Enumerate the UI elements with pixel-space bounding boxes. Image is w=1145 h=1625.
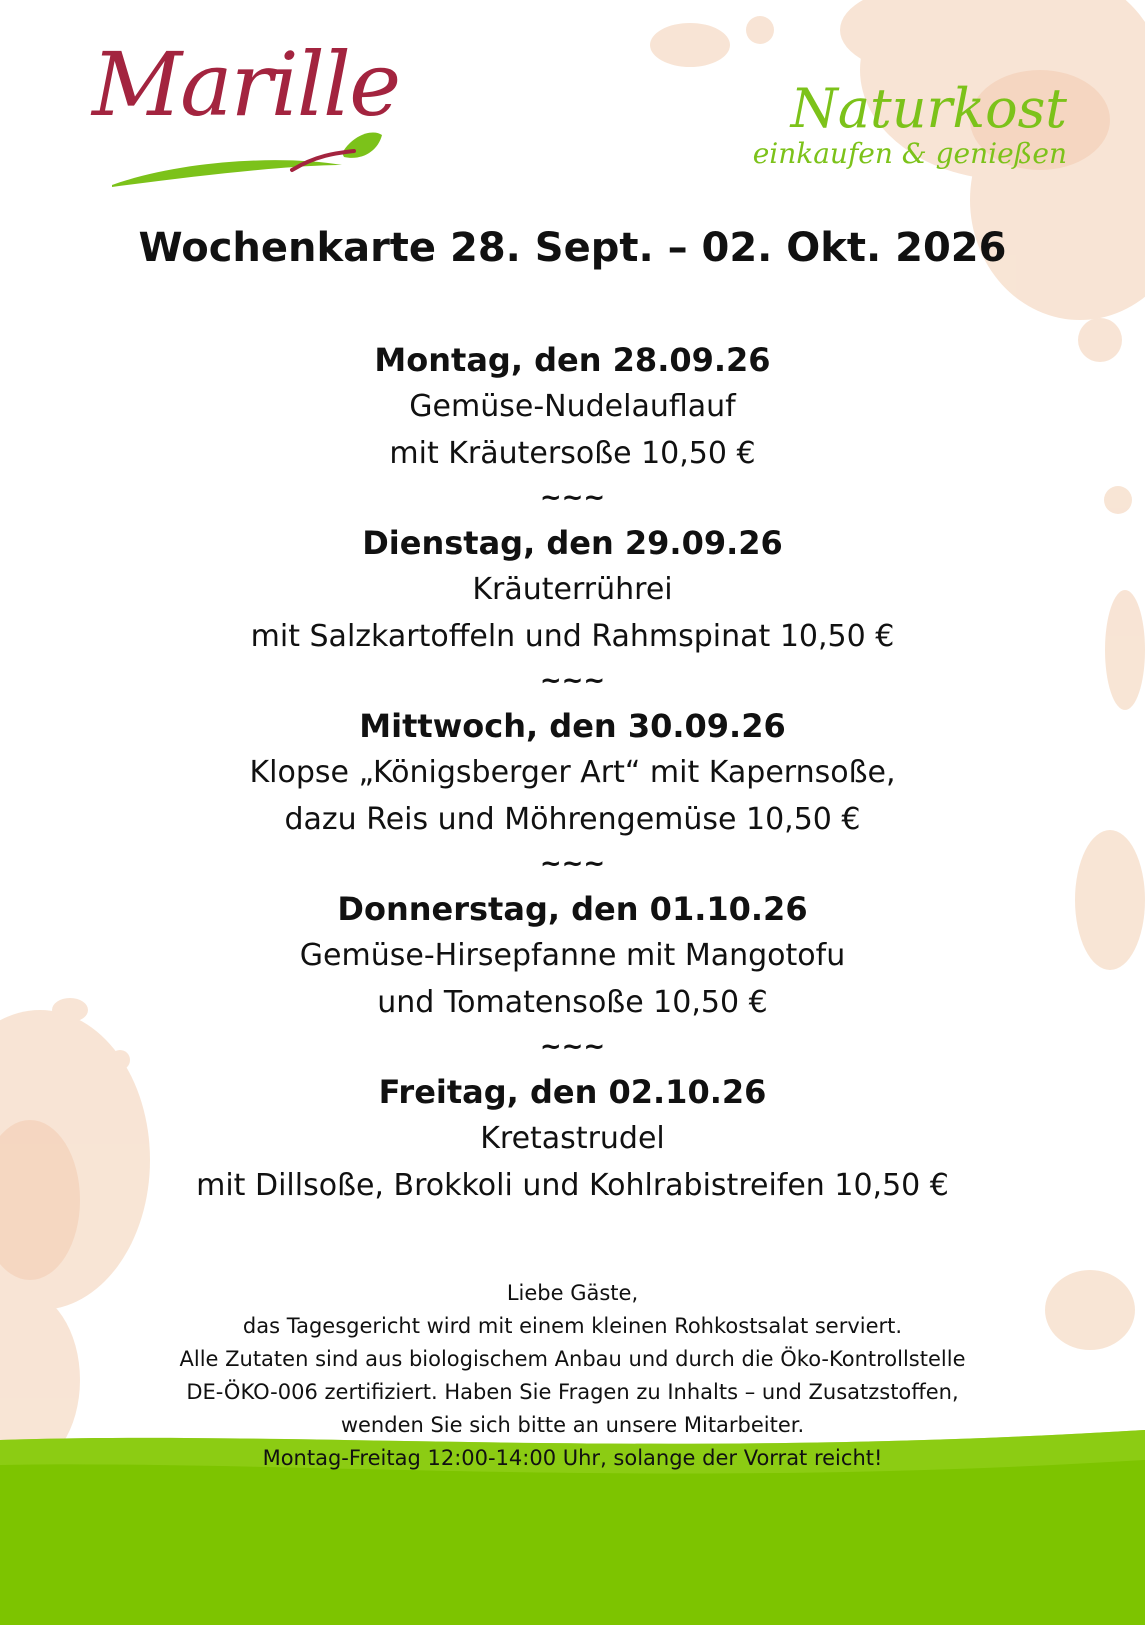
dish-line: mit Dillsoße, Brokkoli und Kohlrabistreifen 10,50 €: [196, 1168, 949, 1203]
weekly-menu: [0, 337, 1145, 1209]
logo-swoosh: [92, 125, 392, 195]
brand-title: Naturkost: [790, 77, 1067, 140]
day-heading: Donnerstag, den 01.10.26: [337, 890, 808, 928]
notice-line: wenden Sie sich bitte an unsere Mitarbeiter.: [340, 1413, 805, 1437]
notice-line: Montag-Freitag 12:00-14:00 Uhr, solange der Vorrat reicht!: [262, 1446, 883, 1470]
logo-text: Marille: [92, 33, 400, 136]
page-title: Wochenkarte 28. Sept. – 02. Okt. 2026: [138, 225, 1007, 271]
marille-logo: [92, 30, 400, 170]
menu-day-monday: [0, 337, 1145, 477]
separator: ~~~: [539, 666, 606, 696]
guest-notice: [0, 1277, 1145, 1475]
day-heading: Dienstag, den 29.09.26: [362, 524, 783, 562]
day-heading: Mittwoch, den 30.09.26: [359, 707, 786, 745]
dish-line: dazu Reis und Möhrengemüse 10,50 €: [284, 802, 861, 837]
day-heading: Freitag, den 02.10.26: [378, 1073, 767, 1111]
day-heading: Montag, den 28.09.26: [374, 341, 771, 379]
dish-line: Gemüse-Hirsepfanne mit Mangotofu: [299, 938, 846, 973]
brand-subtitle: einkaufen & genießen: [752, 137, 1067, 170]
notice-line: das Tagesgericht wird mit einem kleinen Rohkostsalat serviert.: [242, 1314, 903, 1338]
dish-line: Kräuterrührei: [472, 572, 673, 607]
menu-day-friday: [0, 1069, 1145, 1209]
notice-line: DE-ÖKO-006 zertifiziert. Haben Sie Fragen zu Inhalts – und Zusatzstoffen,: [186, 1380, 959, 1404]
menu-day-tuesday: [0, 520, 1145, 660]
menu-day-wednesday: [0, 703, 1145, 843]
dish-line: Gemüse-Nudelauflauf: [409, 389, 736, 424]
notice-line: Alle Zutaten sind aus biologischem Anbau und durch die Öko-Kontrollstelle: [179, 1347, 966, 1371]
dish-line: und Tomatensoße 10,50 €: [377, 985, 768, 1020]
dish-line: Kretastrudel: [480, 1121, 665, 1156]
brand-block: [753, 78, 1067, 172]
menu-day-thursday: [0, 886, 1145, 1026]
separator: ~~~: [539, 849, 606, 879]
separator: ~~~: [539, 483, 606, 513]
dish-line: mit Kräutersoße 10,50 €: [389, 436, 756, 471]
separator: ~~~: [539, 1032, 606, 1062]
dish-line: Klopse „Königsberger Art“ mit Kapernsoße,: [249, 755, 896, 790]
notice-line: Liebe Gäste,: [506, 1281, 639, 1305]
dish-line: mit Salzkartoffeln und Rahmspinat 10,50 €: [250, 619, 895, 654]
